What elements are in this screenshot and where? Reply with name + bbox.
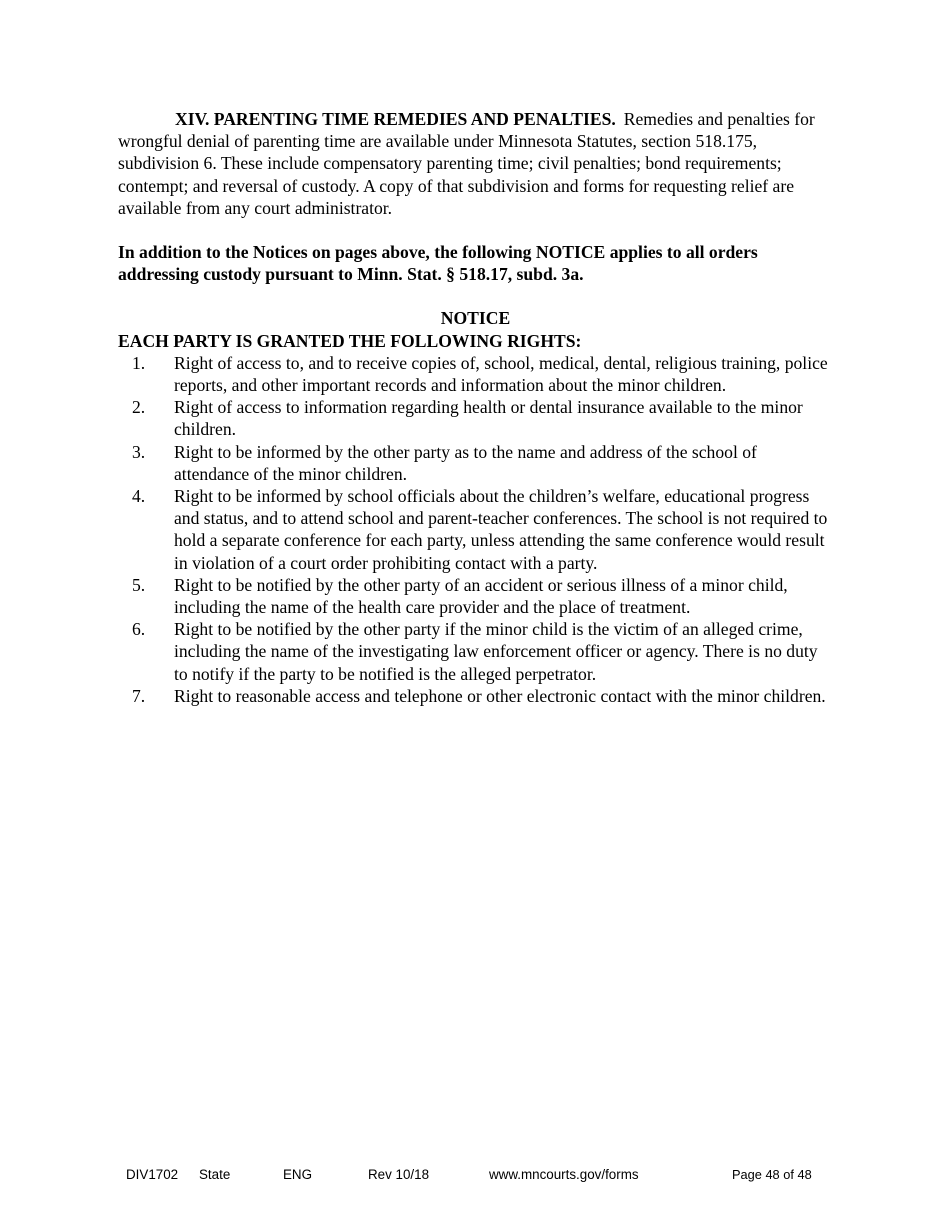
list-item-number: 7. [132,685,146,706]
page-content [118,108,833,707]
page-footer [0,1167,950,1185]
list-item [118,685,833,707]
footer-form-id: DIV1702 [126,1167,179,1182]
list-item-text: Right to be informed by school officials about the children’s welfare, educational progress and status, and to attend school and parent-teacher conferences. The school is not required to hold a separate conference for each party, unless attending the same conference would result in violation of a court order prohibiting contact with a party. [174,486,828,573]
footer-url: www.mncourts.gov/forms [489,1167,639,1182]
list-item-number: 2. [132,397,146,418]
notice-title: NOTICE [440,308,511,329]
list-item-text: Right of access to, and to receive copies of, school, medical, dental, religious training, police reports, and other important records and information about the minor children. [174,352,828,396]
list-item-number: 5. [132,574,146,595]
section-paragraph [118,108,833,219]
footer-page-number: Page 48 of 48 [732,1167,812,1182]
list-item-text: Right to reasonable access and telephone or other electronic contact with the minor children. [174,685,826,706]
rights-list [118,352,833,707]
footer-language: ENG [283,1167,313,1182]
list-item [118,574,833,618]
list-item [118,396,833,440]
list-item-text: Right to be notified by the other party if the minor child is the victim of an alleged crime, including the name of the investigating law enforcement officer or agency. There is no duty to notify if the party to be notified is the alleged perpetrator. [174,619,818,684]
footer-jurisdiction: State [199,1167,231,1182]
list-item-number: 6. [132,619,146,640]
list-item [118,485,833,574]
list-item-number: 1. [132,352,146,373]
list-item [118,618,833,685]
list-item [118,352,833,396]
list-item-number: 3. [132,441,146,462]
section-heading: XIV. PARENTING TIME REMEDIES AND PENALTIES. [175,109,616,129]
list-item [118,441,833,485]
list-item-text: Right to be informed by the other party as to the name and address of the school of attendance of the minor children. [174,441,757,484]
footer-revision: Rev 10/18 [368,1167,430,1182]
rights-heading: EACH PARTY IS GRANTED THE FOLLOWING RIGHTS: [118,330,582,351]
section-body: Remedies and penalties for wrongful denial of parenting time are available under Minnesota Statutes, section 518.175, subdivision 6. These include compensatory parenting time; civil penalties; bond requirements; contempt; and reversal of custody. A copy of that subdivision and forms for requesting relief are available from any court administrator. [118,109,815,218]
list-item-text: Right of access to information regarding health or dental insurance available to the minor children. [174,397,803,440]
list-item-number: 4. [132,486,146,507]
list-item-text: Right to be notified by the other party of an accident or serious illness of a minor child, including the name of the health care provider and the place of treatment. [174,574,788,618]
additional-notice: In addition to the Notices on pages above, the following NOTICE applies to all orders addressing custody pursuant to Minn. Stat. § 518.17, subd. 3a. [118,242,758,285]
